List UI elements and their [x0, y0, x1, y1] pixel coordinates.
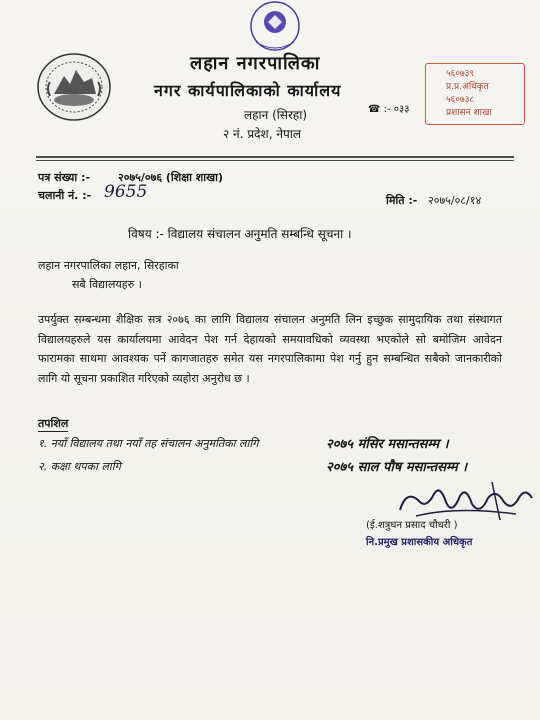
recipient-line: सबै विद्यालयहरु ।	[72, 278, 142, 291]
registration-stamp-box	[425, 63, 525, 125]
signatory-name: (ई.शत्रुधन प्रसाद चौधरी )	[366, 520, 458, 531]
header-divider	[36, 156, 514, 158]
letter-date: २०७५/०८/१४	[428, 194, 482, 207]
registration-line: प्रशासन शाखा	[446, 108, 492, 118]
letter-number: २०७५/०७६ (शिक्षा शाखा)	[118, 171, 224, 184]
office-city: लहान (सिरहा)	[244, 108, 308, 122]
date-label: मिति :-	[386, 194, 418, 207]
registration-line: ५६०७३८	[446, 95, 475, 105]
registration-line: ५६०७३९	[446, 69, 475, 79]
annex-item: १. नयाँ विद्यालय तथा नयाँ तह संचालन अनुमतिका लागि	[38, 437, 259, 450]
annex-item-date: २०७५ साल पौष मसान्तसम्म ।	[326, 460, 468, 475]
phone-number: ☎ :- ०३३	[368, 104, 410, 115]
annex-heading: तपशिल	[38, 417, 69, 430]
registration-line: प्र.प्र.अधिकृत	[446, 82, 489, 92]
recipient-line: लहान नगरपालिका लहान, सिरहाका	[38, 259, 179, 272]
office-name: नगर कार्यपालिकाको कार्यालय	[154, 81, 342, 100]
municipality-name: लहान नगरपालिका	[190, 53, 321, 74]
header-divider-thin	[36, 160, 514, 161]
subject-line: विषय :- विद्यालय संचालन अनुमति सम्बन्धि सूचना ।	[128, 227, 352, 241]
dispatch-number-label: चलानी नं. :-	[38, 189, 92, 202]
dispatch-number: 9655	[104, 182, 148, 202]
annex-item: २. कक्षा थपका लागि	[38, 460, 121, 473]
annex-item-date: २०७५ मंसिर मसान्तसम्म ।	[326, 437, 449, 452]
signatory-title: नि.प्रमुख प्रशासकीय अधिकृत	[366, 537, 473, 548]
office-province: २ नं. प्रदेश, नेपाल	[223, 127, 302, 141]
notice-body: उपर्युक्त सम्बन्धमा शैक्षिक सत्र २०७६ का लागि विद्यालय संचालन अनुमति लिन इच्छुक सामुदायिक तथा संस्थागत विद्यालयहरुले यस कार्यालयमा आवेदन पेश गर्न देहायको समयावधिको व्यवस्था भएकोले सो बमोजिम आवेदन फारामका साथमा आवश्यक पर्ने कागजातहरु समेत यस नगरपालिकामा पेश गर्नु हुन सम्बन्धित सबैको जानकारीको लागि यो सूचना प्रकाशित गरिएको व्यहोरा अनुरोध छ ।	[38, 313, 502, 385]
nepal-emblem-seal	[36, 52, 112, 122]
letter-number-label: पत्र संख्या :-	[38, 171, 91, 184]
